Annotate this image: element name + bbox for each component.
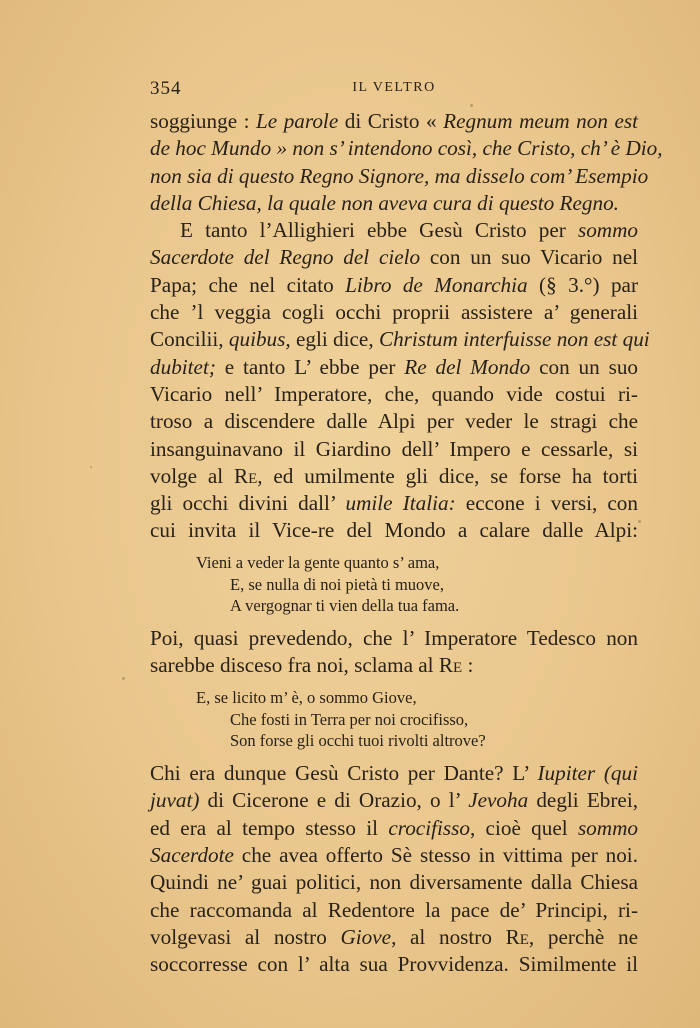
italic-run: Iupiter (qui (537, 761, 639, 786)
text-run: E tanto l’Allighieri ebbe Gesù Cristo per (180, 218, 578, 243)
italic-run: crocifisso (388, 815, 470, 840)
paper-speck (470, 104, 473, 107)
book-page (150, 78, 663, 979)
italic-run: Libro de Monarchia (345, 272, 528, 297)
italic-run: dubitet; (150, 354, 216, 379)
text-line (150, 760, 638, 787)
text-line (150, 354, 638, 381)
italic-run: Re del Mondo (404, 354, 531, 379)
italic-run: quibus, (228, 327, 291, 352)
running-title: IL VELTRO (352, 80, 436, 95)
text-line (150, 408, 638, 435)
verse-quotation (150, 687, 638, 752)
italic-run: Christum interfuisse non est qui (378, 327, 650, 352)
italic-run: de hoc Mundo » non s’ intendono così, che Cristo, ch’ è Dio, (150, 136, 663, 161)
text-run: , ed umilmente gli dice, se forse ha torti (257, 463, 638, 488)
paragraph (150, 217, 650, 545)
italic-run: Giove (340, 924, 392, 949)
text-line (150, 652, 638, 679)
text-line (150, 272, 638, 299)
text-run: degli Ebrei, (528, 788, 639, 813)
paper-speck (122, 677, 125, 680)
verse-quotation (150, 552, 638, 617)
italic-run: della Chiesa, la quale non aveva cura di questo Regno. (150, 190, 619, 215)
text-run: volge al (150, 463, 234, 488)
verse-line: Vieni a veder la gente quanto s’ ama, (196, 552, 440, 572)
text-run: insanguinavano il Giardino dell’ Impero e cessarle, si (150, 436, 638, 461)
text-line (150, 217, 638, 244)
paper-speck (638, 520, 641, 523)
verse-line: E, se nulla di noi pietà ti muove, (230, 574, 445, 594)
small-caps-run: Re (505, 924, 529, 949)
text-line (150, 326, 650, 353)
text-run: , cioè quel (469, 815, 578, 840)
text-run: egli dice, (290, 327, 379, 352)
italic-run: Jevoha (468, 788, 529, 813)
text-line (150, 490, 638, 517)
text-run: e tanto L’ ebbe per (215, 354, 405, 379)
text-run: sarebbe disceso fra noi, sclama al (150, 653, 439, 678)
page-header (150, 78, 638, 108)
text-run: con un suo Vicario nel (420, 245, 638, 270)
text-line (150, 163, 649, 190)
page-number: 354 (150, 78, 182, 99)
paragraph (150, 625, 638, 680)
text-run: Vicario nell’ Imperatore, che, quando vide costui ri- (150, 381, 638, 406)
text-run: Quindi ne’ guai politici, non diversamente dalla Chiesa (150, 870, 638, 895)
text-line (150, 897, 638, 924)
text-run: volgevasi al nostro (150, 924, 341, 949)
text-line (150, 190, 638, 217)
text-run: di Cristo « (338, 109, 444, 133)
text-line (150, 517, 638, 544)
text-run: Chi era dunque Gesù Cristo per Dante? L’ (150, 761, 538, 786)
text-run: , perchè ne (528, 924, 639, 949)
italic-run: juvat) (150, 788, 200, 813)
text-run: che raccomanda al Redentore la pace de’ Principi, ri- (150, 897, 638, 922)
text-run: eccone i versi, con (455, 491, 638, 516)
text-line (150, 951, 638, 978)
small-caps-run: Re (234, 463, 258, 488)
text-run: che ’l veggia cogli occhi proprii assistere a’ generali (150, 300, 638, 325)
small-caps-run: Re (438, 653, 463, 678)
text-line (150, 108, 638, 135)
italic-run: umile Italia: (345, 491, 456, 516)
paragraph (150, 760, 638, 978)
text-line (150, 463, 638, 490)
verse-line: A vergognar ti vien della tua fama. (230, 596, 460, 616)
text-line (150, 869, 638, 896)
text-run: ed era al tempo stesso il (150, 815, 389, 840)
text-run: soccorresse con l’ alta sua Provvidenza. Similmente il (150, 952, 638, 977)
text-run: , al nostro (391, 924, 506, 949)
text-run: che avea offerto Sè stesso in vittima per noi. (233, 843, 638, 868)
italic-run: Sacerdote del Regno del cielo (150, 245, 421, 270)
text-line (150, 842, 638, 869)
text-line (150, 787, 638, 814)
text-run: Poi, quasi prevedendo, che l’ Imperatore Tedesco non (150, 626, 638, 651)
text-run: cui invita il Vice-re del Mondo a calare dalle Alpi: (150, 518, 638, 543)
text-run: Concilii, (150, 327, 229, 352)
text-run: troso a discendere dalle Alpi per veder le stragi che (150, 409, 638, 434)
verse-line: E, se licito m’ è, o sommo Giove, (196, 687, 417, 707)
italic-run: Le parole (256, 109, 339, 133)
verse-line: Che fosti in Terra per noi crocifisso, (230, 709, 469, 729)
text-line (150, 924, 638, 951)
italic-run: Sacerdote (150, 843, 234, 868)
italic-run: sommo (577, 218, 638, 243)
text-run: soggiunge : (150, 109, 256, 133)
text-run: gli occhi divini dall’ (150, 491, 346, 516)
italic-run: Regnum meum non est (443, 109, 638, 133)
text-run: di Cicerone e di Orazio, o l’ (199, 788, 469, 813)
text-line (150, 381, 638, 408)
italic-run: sommo (577, 815, 638, 840)
text-line (150, 299, 638, 326)
text-run: (§ 3.°) par (527, 272, 639, 297)
italic-run: non sia di questo Regno Signore, ma disselo com’ Esempio (150, 163, 649, 188)
text-line (150, 625, 638, 652)
text-run: con un suo (530, 354, 639, 379)
text-line (150, 244, 638, 271)
text-run: Papa; che nel citato (150, 272, 346, 297)
text-line (150, 815, 638, 842)
text-line (150, 436, 638, 463)
paragraph-continuation (150, 108, 663, 217)
paper-speck (90, 466, 92, 468)
text-run: : (462, 653, 474, 678)
text-line (150, 135, 663, 162)
verse-line: Son forse gli occhi tuoi rivolti altrove? (230, 731, 486, 751)
